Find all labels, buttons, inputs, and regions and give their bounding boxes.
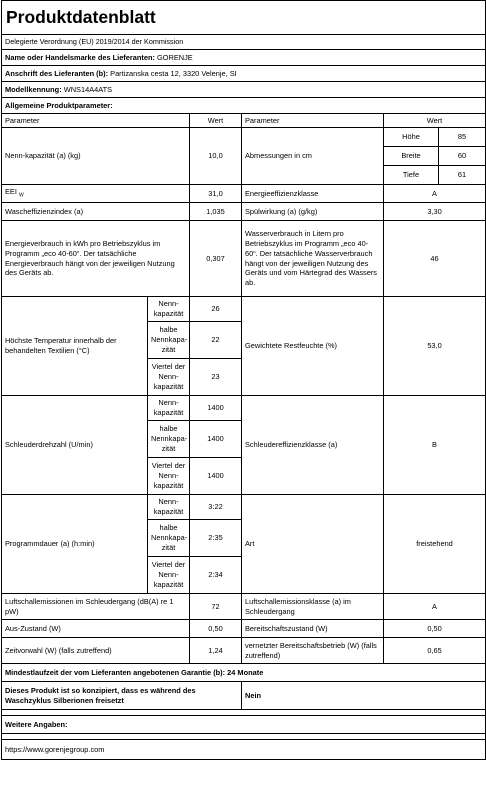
value-header-left: Wert — [190, 114, 242, 128]
general-params-heading: Allgemeine Produktparameter: — [2, 98, 486, 114]
model-label: Modellkennung: — [5, 84, 62, 94]
noise-label: Luftschallemissionen im Schleudergang (dB(A) re 1 pW) — [2, 594, 190, 620]
rinse-value: 3,30 — [384, 203, 486, 221]
width-value: 60 — [439, 147, 486, 166]
eei-subscript: W — [18, 192, 24, 199]
width-label: Breite — [384, 147, 439, 166]
wash-index-label: Wascheffizienzindex (a) — [2, 203, 190, 221]
dimensions-label: Abmessungen in cm — [242, 128, 384, 185]
noise-class-value: A — [384, 594, 486, 620]
max-temp-label: Höchste Temperatur innerhalb der behandelten Textilien (°C) — [2, 297, 148, 396]
spin-speed-sub-label: halbe Nennkapa-zität — [148, 421, 190, 458]
type-label: Art — [242, 495, 384, 594]
supplier-address-row — [2, 66, 486, 82]
spin-class-value: B — [384, 396, 486, 495]
moisture-value: 53,0 — [384, 297, 486, 396]
website-link[interactable]: https://www.gorenjegroup.com — [2, 740, 486, 760]
guarantee-text: Mindestlaufzeit der vom Lieferanten angebotenen Garantie (b): 24 Monate — [2, 664, 486, 682]
energy-use-label: Energieverbrauch in kWh pro Betriebszyklus im Programm „eco 40-60“. Der tatsächliche Energieverbrauch hängt von der jeweiligen Nutzung des Geräts ab. — [2, 221, 190, 297]
duration-sub-value: 3:22 — [190, 495, 242, 520]
duration-sub-label: Nenn-kapazität — [148, 495, 190, 520]
spin-speed-sub-label: Viertel der Nenn-kapazität — [148, 458, 190, 495]
energy-class-value: A — [384, 185, 486, 203]
capacity-label: Nenn-kapazität (a) (kg) — [2, 128, 190, 185]
energy-use-value: 0,307 — [190, 221, 242, 297]
supplier-address-label: Anschrift des Lieferanten (b): — [5, 68, 109, 78]
further-info-label: Weitere Angaben: — [2, 716, 486, 734]
max-temp-sub-value: 22 — [190, 322, 242, 359]
eei-value: 31,0 — [190, 185, 242, 203]
model-row — [2, 82, 486, 98]
noise-class-label: Luftschallemissionsklasse (a) im Schleudergang — [242, 594, 384, 620]
model-id: WNS14A4ATS — [63, 84, 113, 94]
height-label: Höhe — [384, 128, 439, 147]
off-mode-label: Aus-Zustand (W) — [2, 620, 190, 638]
regulation-text: Delegierte Verordnung (EU) 2019/2014 der Kommission — [2, 35, 486, 50]
param-header-right: Parameter — [242, 114, 384, 128]
max-temp-sub-label: halbe Nennkapa-zität — [148, 322, 190, 359]
supplier-name: GORENJE — [156, 52, 193, 62]
page-title: Produktdatenblatt — [2, 1, 486, 35]
eei-label: EEI $_W$ — [2, 185, 190, 203]
supplier-name-label: Name oder Handelsmarke des Lieferanten: — [5, 52, 155, 62]
water-use-value: 46 — [384, 221, 486, 297]
spin-speed-sub-value: 1400 — [190, 458, 242, 495]
energy-class-label: Energieeffizienzklasse — [242, 185, 384, 203]
spin-class-label: Schleudereffizienzklasse (a) — [242, 396, 384, 495]
delay-start-label: Zeitvorwahl (W) (falls zutreffend) — [2, 638, 190, 664]
duration-sub-value: 2:35 — [190, 520, 242, 557]
spin-speed-sub-value: 1400 — [190, 396, 242, 421]
silver-ions-label: Dieses Produkt ist so konzipiert, dass es während des Waschzyklus Silberionen freisetzt — [2, 682, 242, 710]
standby-value: 0,50 — [384, 620, 486, 638]
depth-label: Tiefe — [384, 166, 439, 185]
rinse-label: Spülwirkung (a) (g/kg) — [242, 203, 384, 221]
max-temp-sub-label: Viertel der Nenn-kapazität — [148, 359, 190, 396]
duration-label: Programmdauer (a) (h:min) — [2, 495, 148, 594]
max-temp-sub-value: 26 — [190, 297, 242, 322]
max-temp-sub-label: Nenn-kapazität — [148, 297, 190, 322]
param-header-left: Parameter — [2, 114, 190, 128]
type-value: freistehend — [384, 495, 486, 594]
standby-label: Bereitschaftszustand (W) — [242, 620, 384, 638]
value-header-right: Wert — [384, 114, 486, 128]
duration-sub-label: Viertel der Nenn-kapazität — [148, 557, 190, 594]
off-mode-value: 0,50 — [190, 620, 242, 638]
moisture-label: Gewichtete Restfeuchte (%) — [242, 297, 384, 396]
wash-index-value: 1,035 — [190, 203, 242, 221]
max-temp-sub-value: 23 — [190, 359, 242, 396]
delay-start-value: 1,24 — [190, 638, 242, 664]
duration-sub-label: halbe Nennkapa-zität — [148, 520, 190, 557]
networked-standby-value: 0,65 — [384, 638, 486, 664]
spin-speed-label: Schleuderdrehzahl (U/min) — [2, 396, 148, 495]
spin-speed-sub-value: 1400 — [190, 421, 242, 458]
height-value: 85 — [439, 128, 486, 147]
capacity-value: 10,0 — [190, 128, 242, 185]
networked-standby-label: vernetzter Bereitschaftsbetrieb (W) (falls zutreffend) — [242, 638, 384, 664]
spin-speed-sub-label: Nenn-kapazität — [148, 396, 190, 421]
silver-ions-value: Nein — [242, 682, 486, 710]
water-use-label: Wasserverbrauch in Litern pro Betriebszyklus im Programm „eco 40-60“. Der tatsächliche Wasserverbrauch hängt von der jeweiligen Nutzung des Geräts und vom Härtegrad des Wassers ab. — [242, 221, 384, 297]
duration-sub-value: 2:34 — [190, 557, 242, 594]
supplier-name-row — [2, 50, 486, 66]
data-sheet-table — [1, 0, 486, 760]
product-data-sheet — [1, 0, 485, 760]
noise-value: 72 — [190, 594, 242, 620]
depth-value: 61 — [439, 166, 486, 185]
supplier-address: Partizanska cesta 12, 3320 Velenje, SI — [110, 68, 237, 78]
